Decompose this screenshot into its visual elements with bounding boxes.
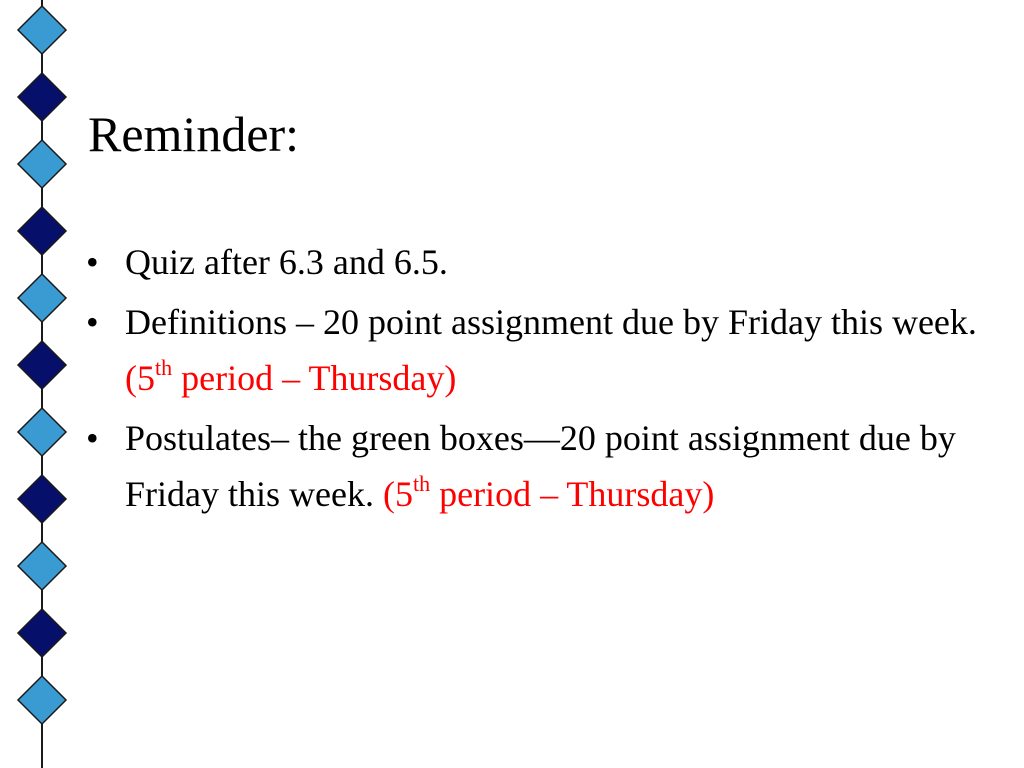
light-diamond-icon (18, 140, 66, 188)
bullet-text: Definitions – 20 point assignment due by Friday this week. (125, 302, 977, 342)
bullet-item-quiz (86, 234, 986, 290)
bullet-text: Quiz after 6.3 and 6.5. (125, 242, 448, 282)
dark-diamond-icon (18, 207, 66, 255)
light-diamond-icon (18, 542, 66, 590)
period-note-suffix: period – Thursday) (430, 474, 715, 514)
dark-diamond-icon (18, 475, 66, 523)
dark-diamond-icon (18, 341, 66, 389)
ordinal-suffix: th (412, 471, 431, 496)
ordinal-suffix: th (155, 355, 173, 380)
period-note (125, 355, 457, 398)
bullet-icon: • (86, 242, 99, 282)
light-diamond-icon (18, 6, 66, 54)
period-note-prefix: (5 (382, 474, 413, 514)
period-note (382, 471, 715, 514)
dark-diamond-icon (18, 609, 66, 657)
period-note-suffix: period – Thursday) (172, 358, 457, 398)
diamond-chain-border-icon (0, 0, 90, 768)
bullet-item-postulates (86, 410, 986, 522)
bullet-icon: • (86, 302, 99, 342)
bullet-icon: • (86, 418, 99, 458)
period-note-prefix: (5 (125, 358, 155, 398)
bullet-item-definitions (86, 294, 986, 406)
light-diamond-icon (18, 274, 66, 322)
light-diamond-icon (18, 408, 66, 456)
light-diamond-icon (18, 676, 66, 724)
dark-diamond-icon (18, 73, 66, 121)
slide-title: Reminder: (88, 106, 300, 162)
bullet-text: Postulates– the green boxes—20 point assignment due by Friday this week. (125, 418, 956, 514)
bullet-list (86, 234, 986, 526)
